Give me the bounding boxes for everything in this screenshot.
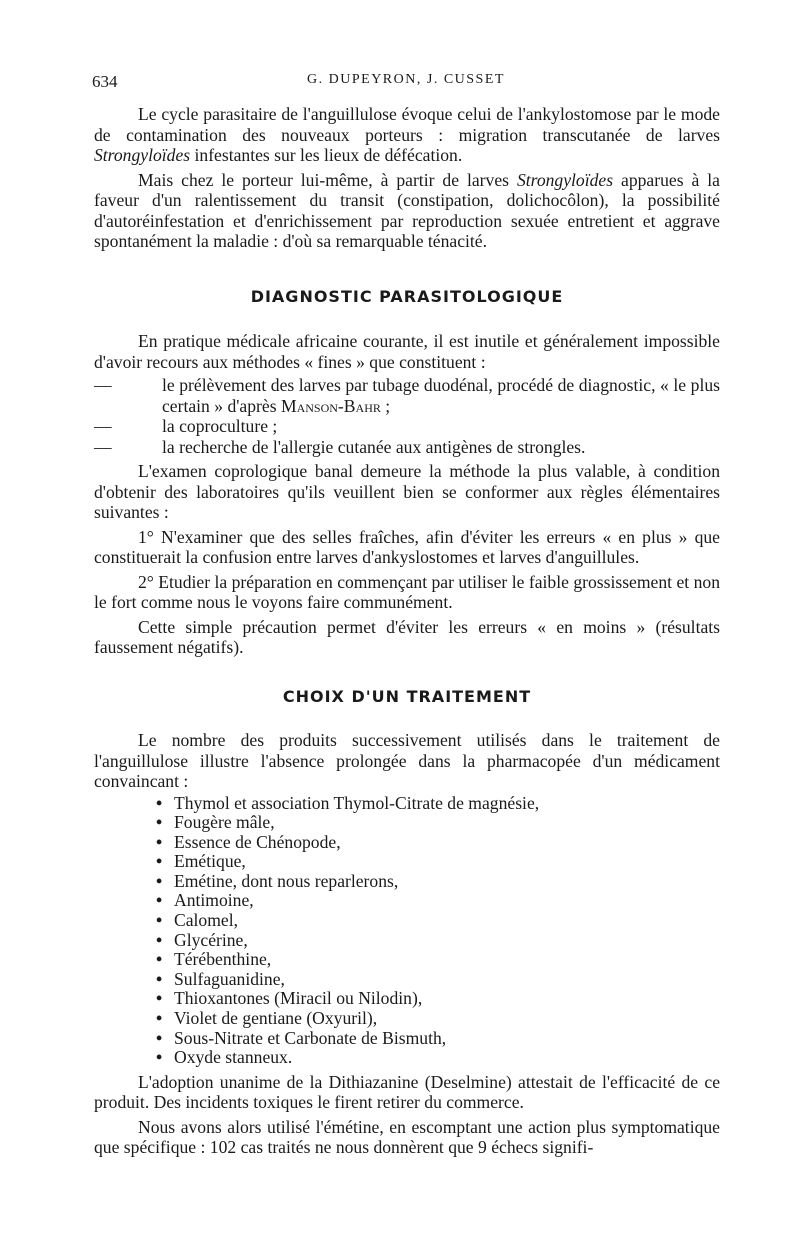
diagnostic-block: [94, 331, 720, 658]
product-list-item: • Essence de Chénopode,: [156, 833, 720, 853]
text-run: le prélèvement des larves par tubage duodénal, procédé de diagnostic, « le plus certain » d'après: [162, 375, 720, 416]
product-list-item: • Emétique,: [156, 852, 720, 872]
paragraph: [94, 170, 720, 252]
product-list-item: • Térébenthine,: [156, 950, 720, 970]
text-run: Le cycle parasitaire de l'anguillulose évoque celui de l'ankylostomose par le mode de contamination des nouveaux porteurs : migration transcutanée de larves: [94, 104, 720, 145]
text-run: la recherche de l'allergie cutanée aux antigènes de strongles.: [162, 436, 586, 457]
author-name: Manson-Bahr: [280, 395, 381, 416]
product-list-item: • Sous-Nitrate et Carbonate de Bismuth,: [156, 1029, 720, 1049]
dash-list-item: [94, 437, 720, 458]
text-run: ;: [380, 395, 391, 416]
text-run: apparues à la faveur d'un ralentissement du transit (constipation, dolichocôlon), la possibilité d'autoréinfestation et d'enrichissement par reproduction sexuée entretient et aggrave spontanément la maladie : d'où sa remarquable ténacité.: [94, 169, 720, 251]
paragraph: Nous avons alors utilisé l'émétine, en escomptant une action plus symptomatique que spécifique : 102 cas traités ne nous donnèrent que 9 échecs signifi-: [94, 1116, 720, 1158]
product-list-item: • Sulfaguanidine,: [156, 970, 720, 990]
paragraph: 2° Etudier la préparation en commençant par utiliser le faible grossissement et non le fort comme nous le voyons faire communément.: [94, 571, 720, 612]
running-head: [92, 72, 720, 94]
product-list-item: • Emétine, dont nous reparlerons,: [156, 872, 720, 892]
italic-term: Strongyloïdes: [516, 169, 614, 190]
text-run: Mais chez le porteur lui-même, à partir de larves: [138, 169, 517, 190]
intro-block: [94, 104, 720, 252]
section-heading-diagnostic: DIAGNOSTIC PARASITOLOGIQUE: [250, 287, 564, 306]
product-list: [94, 794, 720, 1068]
text-run: la coproculture ;: [162, 416, 278, 436]
paragraph: L'adoption unanime de la Dithiazanine (Deselmine) attestait de l'efficacité de ce produit. Des incidents toxiques le firent retirer du commerce.: [94, 1071, 720, 1113]
product-list-item: • Oxyde stanneux.: [156, 1048, 720, 1068]
paragraph: 1° N'examiner que des selles fraîches, afin d'éviter les erreurs « en plus » que constituerait la confusion entre larves d'ankyslostomes et larves d'anguillules.: [94, 526, 720, 567]
dash-mark: —: [94, 375, 112, 395]
product-list-item: • Violet de gentiane (Oxyuril),: [156, 1009, 720, 1029]
paragraph: Le nombre des produits successivement utilisés dans le traitement de l'anguillulose illustre l'absence prolongée dans la pharmacopée d'un médicament convaincant :: [94, 730, 720, 791]
paragraph: En pratique médicale africaine courante, il est inutile et généralement impossible d'avoir recours aux méthodes « fines » que constituent :: [94, 331, 720, 372]
product-list-item: • Fougère mâle,: [156, 813, 720, 833]
dash-mark: —: [94, 436, 112, 457]
dash-mark: —: [94, 416, 112, 436]
section-heading-treatment: CHOIX D'UN TRAITEMENT: [282, 687, 532, 706]
dash-list-item: [94, 416, 720, 437]
dash-list-item: [94, 375, 720, 416]
page-number: 634: [92, 72, 118, 91]
paragraph: Cette simple précaution permet d'éviter les erreurs « en moins » (résultats faussement négatifs).: [94, 616, 720, 657]
italic-term: Strongyloïdes: [94, 145, 191, 165]
paragraph: [94, 104, 720, 166]
running-head-authors: G. DUPEYRON, J. CUSSET: [307, 72, 505, 87]
product-list-item: • Thymol et association Thymol-Citrate de magnésie,: [156, 794, 720, 814]
product-list-item: • Thioxantones (Miracil ou Nilodin),: [156, 989, 720, 1009]
text-run: infestantes sur les lieux de défécation.: [190, 145, 463, 165]
product-list-item: • Glycérine,: [156, 931, 720, 951]
product-list-item: • Antimoine,: [156, 891, 720, 911]
product-list-item: • Calomel,: [156, 911, 720, 931]
treatment-block: [94, 730, 720, 1158]
paragraph: L'examen coprologique banal demeure la méthode la plus valable, à condition d'obtenir des laboratoires qu'ils veuillent bien se conformer aux règles élémentaires suivantes :: [94, 461, 720, 522]
